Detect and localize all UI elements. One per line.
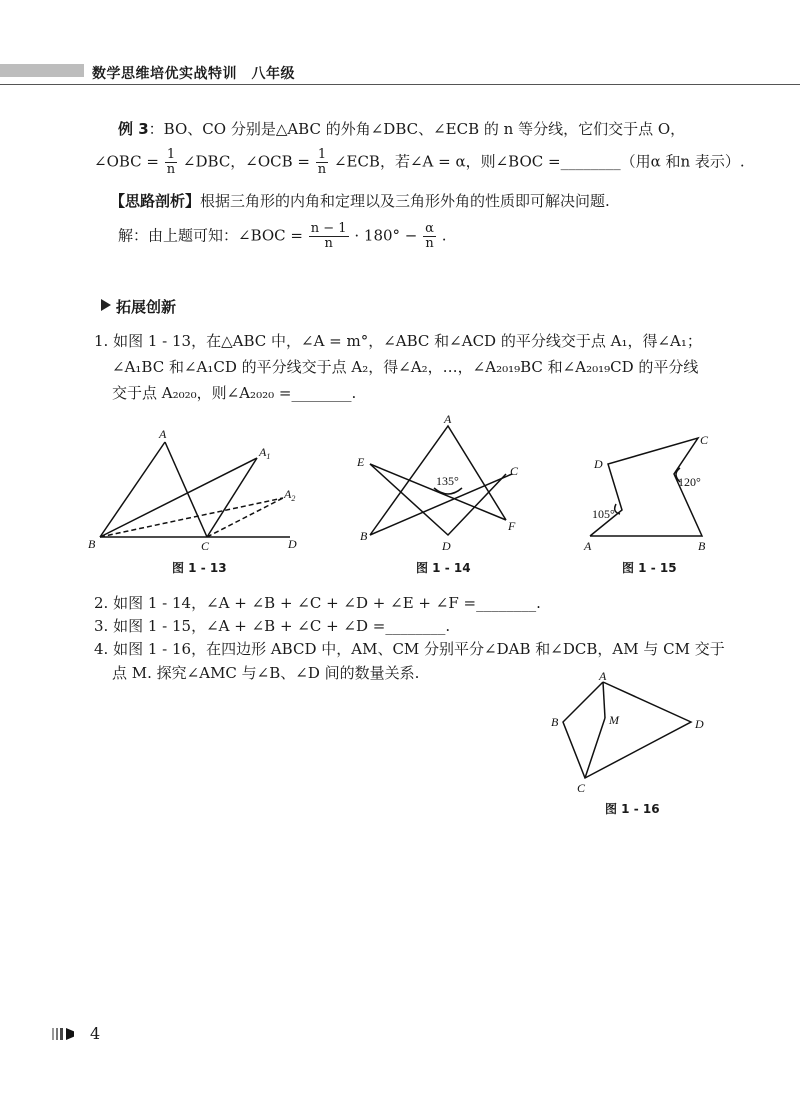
example3-line2: [94, 148, 745, 177]
label-a2: [283, 487, 295, 503]
problem-3: 3. 如图 1 - 15，∠A + ∠B + ∠C + ∠D =________.: [94, 617, 451, 635]
example3-statement: ：BO、CO 分别是△ABC 的外角∠DBC、∠ECB 的 n 等分线，它们交于点 O，: [148, 120, 686, 138]
problem-4-line2: 点 M. 探究∠AMC 与∠B、∠D 间的数量关系.: [112, 664, 420, 682]
example3-label: 例 3: [118, 120, 149, 138]
label-a1: [258, 445, 270, 461]
example3-question: ∠ECB，若∠A = α，则∠BOC =________（用α 和n 表示）.: [333, 152, 745, 171]
page-number: 4: [90, 1024, 101, 1043]
book-title: 数学思维培优实战特训 八年级: [92, 66, 295, 82]
problem-1-line3: 交于点 A₂₀₂₀，则∠A₂₀₂₀ =________.: [112, 384, 357, 402]
angle-135: 135°: [436, 474, 459, 488]
analysis-text: 根据三角形的内角和定理以及三角形外角的性质即可解决问题.: [200, 192, 610, 210]
caption-1-15: 图 1 - 15: [622, 561, 677, 575]
line-am: [603, 682, 605, 718]
figure-1-16: [545, 670, 715, 798]
fraction-1-over-n: [316, 148, 328, 177]
frac-den: n: [317, 162, 327, 177]
label-c: C: [510, 464, 519, 478]
angle-105: 105°: [592, 507, 615, 521]
label-d: D: [288, 537, 297, 551]
label-b: B: [88, 537, 96, 551]
label-a: A: [599, 670, 607, 683]
figure-1-15: [580, 428, 720, 556]
frac-num: 1: [316, 148, 328, 163]
line-ba2: [100, 498, 283, 537]
example3-ocb: ∠DBC，∠OCB =: [182, 152, 310, 171]
section-arrow-icon: [100, 298, 112, 312]
line-ba: [100, 442, 165, 537]
section-title: 拓展创新: [116, 298, 177, 316]
figure-1-14: [352, 412, 532, 552]
fraction-alpha-over-n: [423, 222, 436, 251]
angle-arc: [434, 488, 462, 494]
solution-start: 解：由上题可知：∠BOC =: [118, 226, 303, 245]
frac-den: n: [166, 162, 176, 177]
label-a2-letter: A: [284, 487, 292, 501]
header-bar: [0, 64, 84, 77]
label-m: M: [609, 713, 619, 727]
label-f: F: [508, 519, 516, 533]
label-b: B: [551, 715, 559, 729]
problem-4-line1: 4. 如图 1 - 16，在四边形 ABCD 中，AM、CM 分别平分∠DAB 和∠DCB，AM 与 CM 交于: [94, 640, 725, 658]
frac-den: n: [425, 236, 434, 251]
label-c: C: [577, 781, 586, 795]
fraction-n-minus-1-over-n: [309, 222, 349, 251]
page-marker-icon: [52, 1027, 74, 1041]
problem-1-line2: ∠A₁BC 和∠A₁CD 的平分线交于点 A₂，得∠A₂，…，∠A₂₀₁₉BC 和∠A₂₀₁₉CD 的平分线: [112, 358, 699, 376]
angle-120: 120°: [678, 475, 701, 489]
analysis-line: [110, 190, 610, 212]
solution-end: .: [441, 226, 447, 245]
label-b: B: [698, 539, 706, 553]
line-ef: [370, 464, 506, 520]
label-a: A: [444, 412, 452, 426]
problem-1-line1: 1. 如图 1 - 13，在△ABC 中，∠A = m°，∠ABC 和∠ACD 的平分线交于点 A₁，得∠A₁；: [94, 332, 702, 350]
label-a: A: [584, 539, 592, 553]
solution-line: [118, 222, 447, 251]
frac-num: α: [425, 221, 434, 236]
analysis-label: 【思路剖析】: [110, 192, 201, 210]
example3-obc: ∠OBC =: [94, 152, 159, 171]
problem-2: 2. 如图 1 - 14，∠A + ∠B + ∠C + ∠D + ∠E + ∠F =________.: [94, 594, 541, 612]
label-a1-letter: A: [259, 445, 267, 459]
caption-1-14: 图 1 - 14: [416, 561, 471, 575]
solution-mid: · 180° −: [354, 226, 418, 245]
fraction-1-over-n: [165, 148, 177, 177]
frac-den: n: [324, 236, 333, 251]
quadrilateral-abcd: [563, 682, 691, 778]
label-a1-sub: 1: [266, 452, 271, 461]
label-c: C: [700, 433, 709, 447]
label-d: D: [442, 539, 451, 552]
label-b: B: [360, 529, 368, 543]
header-rule: [0, 84, 800, 85]
line-ba1: [100, 458, 257, 537]
line-ca2: [207, 498, 283, 537]
figure-1-13: [85, 420, 315, 560]
label-d: D: [594, 457, 603, 471]
frac-num: 1: [165, 148, 177, 163]
label-c: C: [201, 539, 210, 553]
caption-1-16: 图 1 - 16: [605, 802, 660, 816]
example3-line1: [118, 118, 685, 140]
label-d: D: [695, 717, 704, 731]
label-a: A: [159, 427, 167, 441]
line-ac: [165, 442, 207, 537]
frac-num: n − 1: [310, 221, 347, 236]
label-e: E: [357, 455, 365, 469]
label-a2-sub: 2: [291, 494, 296, 503]
caption-1-13: 图 1 - 13: [172, 561, 227, 575]
